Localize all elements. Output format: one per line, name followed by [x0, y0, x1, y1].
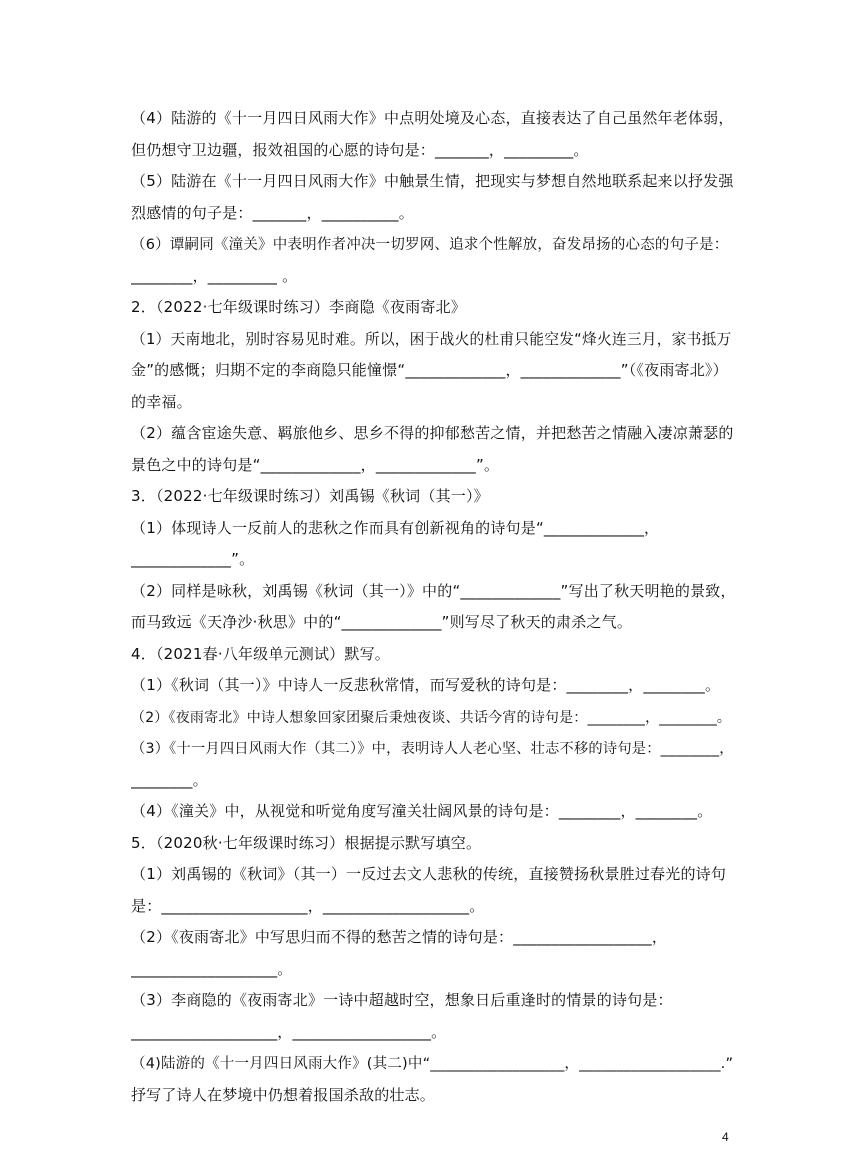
text-line: [131, 607, 736, 639]
line-text: ________，_________ 。: [131, 266, 298, 285]
page-number: 4: [722, 1130, 729, 1144]
text-line: [131, 1080, 736, 1112]
text-line: [131, 1017, 736, 1049]
text-line: [131, 513, 736, 545]
text-line: [131, 166, 736, 198]
line-text: （4）《潼关》中，从视觉和听觉角度写潼关壮阔风景的诗句是：________，________。: [131, 802, 713, 820]
line-text: （5）陆游在《十一月四日风雨大作》中触景生情，把现实与梦想自然地联系起来以抒发强: [131, 172, 734, 190]
text-line: [131, 387, 736, 419]
text-line: [131, 859, 736, 891]
line-text: 3．（2022·七年级课时练习）刘禹锡《秋词（其一）》: [131, 487, 489, 505]
text-line: [131, 450, 736, 482]
text-line: [131, 576, 736, 608]
question-heading: [131, 639, 736, 671]
line-text: ___________________。: [131, 959, 293, 978]
text-line: [131, 670, 736, 702]
page-content: [131, 103, 736, 1111]
line-text: 的幸福。: [131, 392, 192, 411]
text-line: [131, 324, 736, 356]
text-line: [131, 765, 736, 797]
line-text: 金”的感慨；归期不定的李商隐只能憧憬“_____________，_____________”（《夜雨寄北》）: [131, 361, 728, 379]
text-line: [131, 544, 736, 576]
line-text: （1）体现诗人一反前人的悲秋之作而具有创新视角的诗句是“_____________，: [131, 518, 660, 537]
line-text: （2）《夜雨寄北》中写思归而不得的愁苦之情的诗句是：__________________，: [131, 928, 668, 946]
text-line: [131, 922, 736, 954]
text-line: [131, 135, 736, 167]
line-text: 4．（2021春·八年级单元测试）默写。: [131, 644, 390, 663]
text-line: [131, 103, 736, 135]
line-text: （2）蕴含宦途失意、羁旅他乡、思乡不得的抑郁愁苦之情，并把愁苦之情融入凄凉萧瑟的: [131, 424, 734, 442]
line-text: （3）《十一月四日风雨大作（其二）》中，表明诗人人老心坚、壮志不移的诗句是：________，: [131, 741, 734, 757]
text-line: [131, 355, 736, 387]
line-text: 5．（2020秋·七年级课时练习）根据提示默写填空。: [131, 833, 482, 852]
question-heading: [131, 481, 736, 513]
line-text: 抒写了诗人在梦境中仍想着报国杀敌的壮志。: [131, 1085, 436, 1104]
line-text: 而马致远《天净沙·秋思》中的“_____________”则写尽了秋天的肃杀之气。: [131, 613, 633, 631]
question-heading: [131, 292, 736, 324]
line-text: （4）陆游的《十一月四日风雨大作》中点明处境及心态，直接表达了自己虽然年老体弱，: [131, 109, 734, 127]
text-line: [131, 985, 736, 1017]
line-text: _____________”。: [131, 550, 255, 568]
line-text: （4)陆游的《十一月四日风雨大作》(其二)中“__________________，___________________.”: [131, 1056, 734, 1072]
line-text: （2）《夜雨寄北》中诗人想象回家团聚后秉烛夜谈、共话今宵的诗句是：________，________。: [131, 709, 732, 726]
text-line: [131, 229, 736, 261]
text-line: [131, 891, 736, 923]
text-line: [131, 418, 736, 450]
text-line: [131, 733, 736, 765]
text-line: [131, 954, 736, 986]
line-text: （1）天南地北，别时容易见时难。所以，困于战火的杜甫只能空发“烽火连三月，家书抵万: [131, 330, 732, 348]
line-text: （1）《秋词（其一）》中诗人一反悲秋常情，而写爱秋的诗句是：________，________。: [131, 676, 721, 694]
line-text: （1）刘禹锡的《秋词》（其一）一反过去文人悲秋的传统，直接赞扬秋景胜过春光的诗句: [131, 865, 727, 883]
line-text: ___________________，__________________。: [131, 1022, 447, 1041]
line-text: （2）同样是咏秋，刘禹锡《秋词（其一）》中的“_____________”写出了秋天明艳的景致，: [131, 581, 736, 600]
text-line: [131, 702, 736, 734]
line-text: 烈感情的句子是：_______，__________。: [131, 203, 414, 222]
text-line: [131, 261, 736, 293]
line-text: ________。: [131, 770, 208, 789]
question-heading: [131, 828, 736, 860]
line-text: 景色之中的诗句是“_____________，_____________”。: [131, 455, 500, 474]
line-text: （3）李商隐的《夜雨寄北》一诗中超越时空，想象日后重逢时的情景的诗句是：: [131, 991, 673, 1009]
line-text: 但仍想守卫边疆，报效祖国的心愿的诗句是：_______，_________。: [131, 140, 589, 159]
text-line: [131, 198, 736, 230]
line-text: 是：___________________，___________________。: [131, 896, 485, 915]
text-line: [131, 1048, 736, 1080]
line-text: 2．（2022·七年级课时练习）李商隐《夜雨寄北》: [131, 298, 466, 316]
text-line: [131, 796, 736, 828]
line-text: （6）谭嗣同《潼关》中表明作者冲决一切罗网、追求个性解放，奋发昂扬的心态的句子是：: [131, 237, 729, 253]
